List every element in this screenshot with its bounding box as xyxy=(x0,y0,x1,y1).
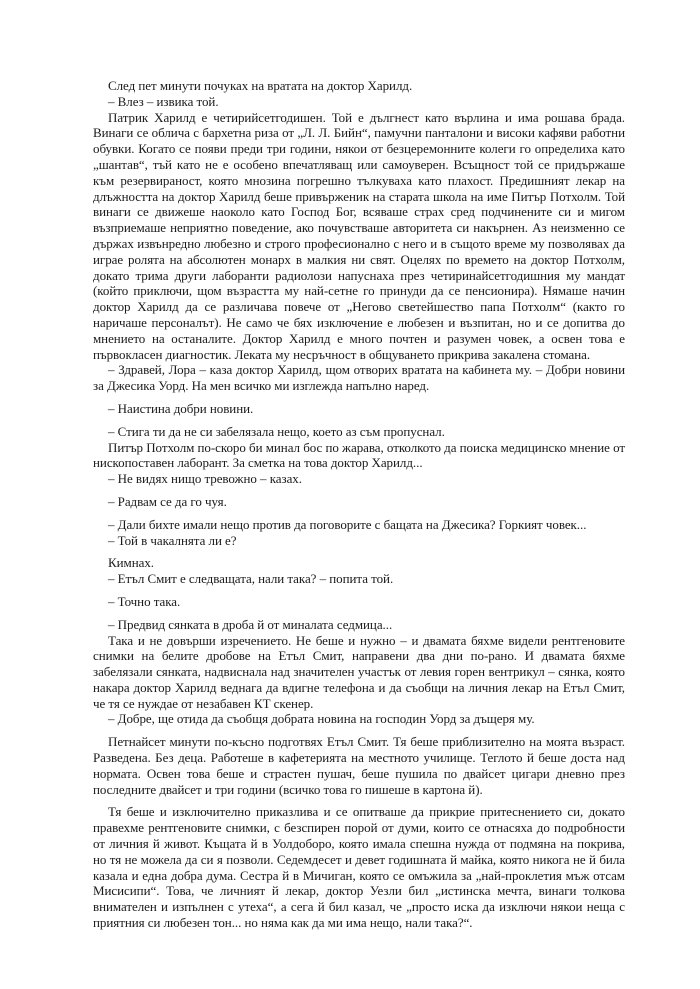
paragraph: Тя беше и изключително приказлива и се опитваше да прикрие притеснението си, докато правехме рентгеновите снимки, с безспирен порой от думи, които се отнасяха до подробности от личния й живот. Къщата й в Уолдоборо, която имала спешна нужда от подмяна на покрива, но тя не можела да си я позволи. Седемдесет и девет годишната й майка, която никога не й била казала и една добра дума. Сестра й в Мичиган, която се омъжила за „най-проклетия мъж отсам Мисисипи“. Това, че личният й лекар, доктор Уезли бил „истинска мечта, винаги толкова внимателен и изпълнен с утеха“, а сега й бил казал, че „просто иска да изключи някои неща с приятния си любезен тон... но няма как да ми има нещо, нали така?“. xyxy=(93,804,625,931)
paragraph: Патрик Харилд е четирийсетгодишен. Той е дългнест като върлина и има рошава брада. Винаги се облича с бархетна риза от „Л. Л. Бийн“, памучни панталони и високи кафяви работни обувки. Когато се появи преди три години, някои от безцеремонните колеги го определиха като „шантав“, тъй като не е особено впечатляващ или самоуверен. Всъщност той се придържаше към резервираност, която мнозина погрешно тълкуваха като плахост. Предишният лекар на длъжността на доктор Харилд беше привърженик на старата школа на име Питър Потхолм. Той винаги се движеше наоколо като Господ Бог, всяваше страх сред подчинените си и мигом възприемаше неприятно поведение, ако почувстваше авторитета си накърнен. Аз неизменно се държах извънредно любезно и строго професионално с него и в същото време му позволявах да играе ролята на абсолютен монарх в малкия ни свят. Оцелях по времето на доктор Потхолм, докато трима други лаборанти радиолози напуснаха през четиринайсетгодишния му мандат (който приключи, щом възрастта му най-сетне го принуди да се пенсионира). Нямаше начин доктор Харилд да се различава повече от „Негово светейшество папа Потхолм“ (както го наричаше персоналът). Не само че бях изключение е любезен и възпитан, но и се допитва до мнението на останалите. Доктор Харилд е много почтен и разумен човек, а освен това е първокласен диагностик. Леката му несръчност в общуването прикрива закалена стомана. xyxy=(93,109,625,362)
paragraph: – Дали бихте имали нещо против да поговорите с бащата на Джесика? Горкият човек... xyxy=(108,516,587,532)
body-text xyxy=(93,78,625,931)
paragraph: Така и не довърши изречението. Не беше и нужно – и двамата бяхме видели рентгеновите снимки на белите дробове на Етъл Смит, направени два дни по-рано. И двамата бяхме забелязали сянката, надвиснала над значителен участък от левия горен вентрикул – сянка, която накара доктор Харилд веднага да вдигне телефона и да съобщи на личния лекар на Етъл Смит, че тя се нуждае от незабавен КТ скенер. xyxy=(93,632,625,711)
paragraph: – Радвам се да го чуя. xyxy=(108,493,227,509)
paragraph: – Точно така. xyxy=(108,593,181,609)
paragraph: – Добре, ще отида да съобщя добрата новина на господин Уорд за дъщеря му. xyxy=(108,711,535,727)
paragraph: – Не видях нищо тревожно – казах. xyxy=(108,471,302,487)
paragraph: Питър Потхолм по-скоро би минал бос по жарава, отколкото да поиска медицинско мнение от нископоставен лаборант. За сметка на това доктор Харилд... xyxy=(93,439,625,471)
paragraph: – Етъл Смит е следващата, нали така? – попита той. xyxy=(108,571,394,587)
paragraph: След пет минути почуках на вратата на доктор Харилд. xyxy=(108,78,413,93)
paragraph: – Той в чакалнята ли е? xyxy=(108,532,237,548)
paragraph: – Влез – извика той. xyxy=(108,93,219,109)
paragraph: – Здравей, Лора – каза доктор Харилд, щом отворих вратата на кабинета му. – Добри новини за Джесика Уорд. На мен всичко ми изглежда напълно наред. xyxy=(93,362,625,394)
paragraph: – Предвид сянката в дроба й от миналата седмица... xyxy=(108,616,393,632)
paragraph: Кимнах. xyxy=(108,555,154,571)
paragraph: – Стига ти да не си забелязала нещо, което аз съм пропуснал. xyxy=(108,423,445,439)
paragraph: – Наистина добри новини. xyxy=(108,400,254,416)
paragraph: Петнайсет минути по-късно подготвях Етъл Смит. Тя беше приблизително на моята възраст. Разведена. Без деца. Работеше в кафетерията на местното училище. Теглото й беше доста над нормата. Освен това беше и страстен пушач, беше пушила по двайсет цигари дневно през последните двайсет и три години (всичко това го пишеше в картона й). xyxy=(93,734,625,797)
